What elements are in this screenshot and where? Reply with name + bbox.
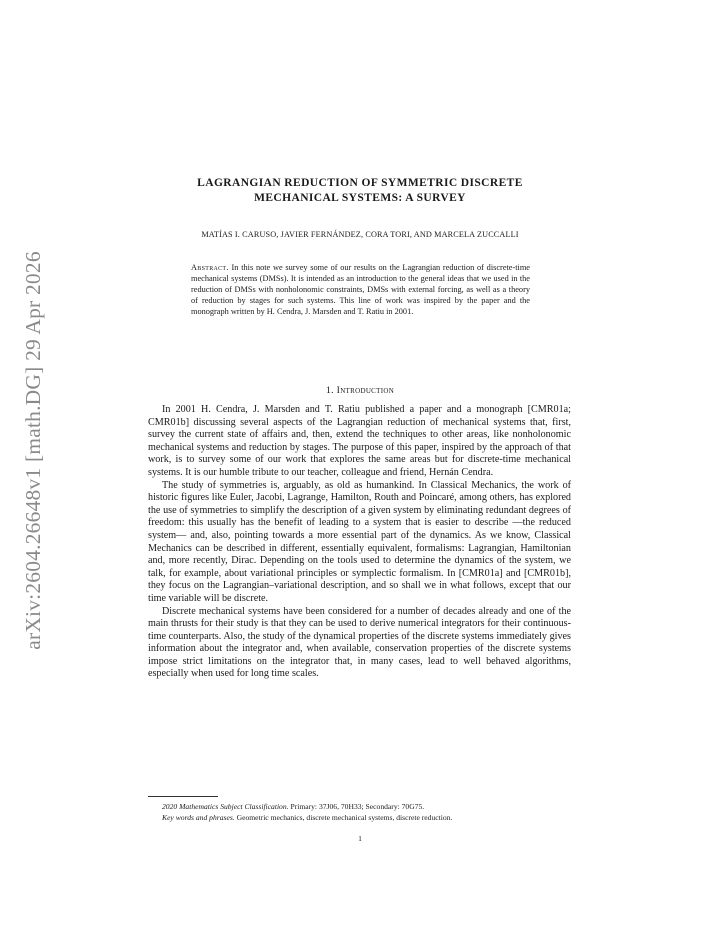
paragraph: The study of symmetries is, arguably, as old as humankind. In Classical Mechanics, the work of historic figures like Euler, Jacobi, Lagrange, Hamilton, Routh and Poincaré, among others, has explored the use of symmetries to simplify the description of a given system by eliminating redundant degrees of freedom: this usually has the benefit of leading to a system that is easier to describe —the reduced system— and, also, pointing towards a more essential part of the dynamics. As we know, Classical Mechanics can be described in different, essentially equivalent, formalisms: Lagrangian, Hamiltonian and, more recently, Dirac. Depending on the tools used to determine the dynamics of the system, we talk, for example, about variational principles or symplectic formalism. In [CMR01a] and [CMR01b], they focus on the Lagrangian–variational description, and so shall we in what follows, except that our time variable will be discrete. (148, 479, 571, 604)
paper-title (140, 176, 580, 206)
abstract (191, 262, 530, 317)
section-title: Introduction (336, 385, 395, 396)
keywords-label: Key words and phrases. (162, 813, 235, 822)
keywords-footnote (148, 812, 578, 823)
msc-text: Primary: 37J06, 70H33; Secondary: 70G75. (290, 802, 425, 811)
title-line-2: MECHANICAL SYSTEMS: A SURVEY (254, 192, 466, 204)
introduction-body (148, 404, 571, 681)
footnotes (148, 801, 578, 823)
section-number: 1. (325, 385, 334, 396)
keywords-text: Geometric mechanics, discrete mechanical systems, discrete reduction. (236, 813, 453, 822)
author-list: MATÍAS I. CARUSO, JAVIER FERNÁNDEZ, CORA TORI, AND MARCELA ZUCCALLI (201, 230, 519, 239)
abstract-label: Abstract. (191, 263, 229, 272)
section-heading (140, 385, 580, 396)
paragraph: Discrete mechanical systems have been considered for a number of decades already and one of the main thrusts for their study is that they can be used to derive numerical integrators for their continuous-time counterparts. Also, the study of the dynamical properties of the discrete systems immediately gives information about the integrator and, when available, conservation properties of the discrete systems impose strict limitations on the integrator that, in many cases, lead to well behaved algorithms, especially when used for long time scales. (148, 605, 571, 680)
title-line-1: LAGRANGIAN REDUCTION OF SYMMETRIC DISCRETE (197, 177, 523, 189)
paragraph: In 2001 H. Cendra, J. Marsden and T. Ratiu published a paper and a monograph [CMR01a; CMR01b] discussing several aspects of the Lagrangian reduction of mechanical systems that, first, survey the current state of affairs and, then, extend the techniques to other areas, like nonholonomic mechanical systems and reduction by stages. The purpose of this paper, inspired by the approach of that work, is to survey some of our work that explores the same areas but for discrete-time mechanical systems. It is our humble tribute to our teacher, colleague and friend, Hernán Cendra. (148, 404, 571, 478)
footnote-divider (148, 796, 218, 797)
msc-footnote (148, 801, 578, 812)
abstract-text: In this note we survey some of our results on the Lagrangian reduction of discrete-time mechanical systems (DMSs). It is intended as an introduction to the general ideas that we used in the reduction of DMSs with nonholonomic constraints, DMSs with external forcing, as well as a theory of reduction by stages for such systems. This line of work was inspired by the paper and the monograph written by H. Cendra, J. Marsden and T. Ratiu in 2001. (191, 263, 530, 316)
arxiv-id: arXiv:2604.26648v1 [math.DG] 29 Apr 2026 (20, 250, 45, 650)
page-number: 1 (358, 834, 362, 843)
msc-label: 2020 Mathematics Subject Classification. (162, 802, 289, 811)
arxiv-identifier-stamp (21, 245, 45, 655)
